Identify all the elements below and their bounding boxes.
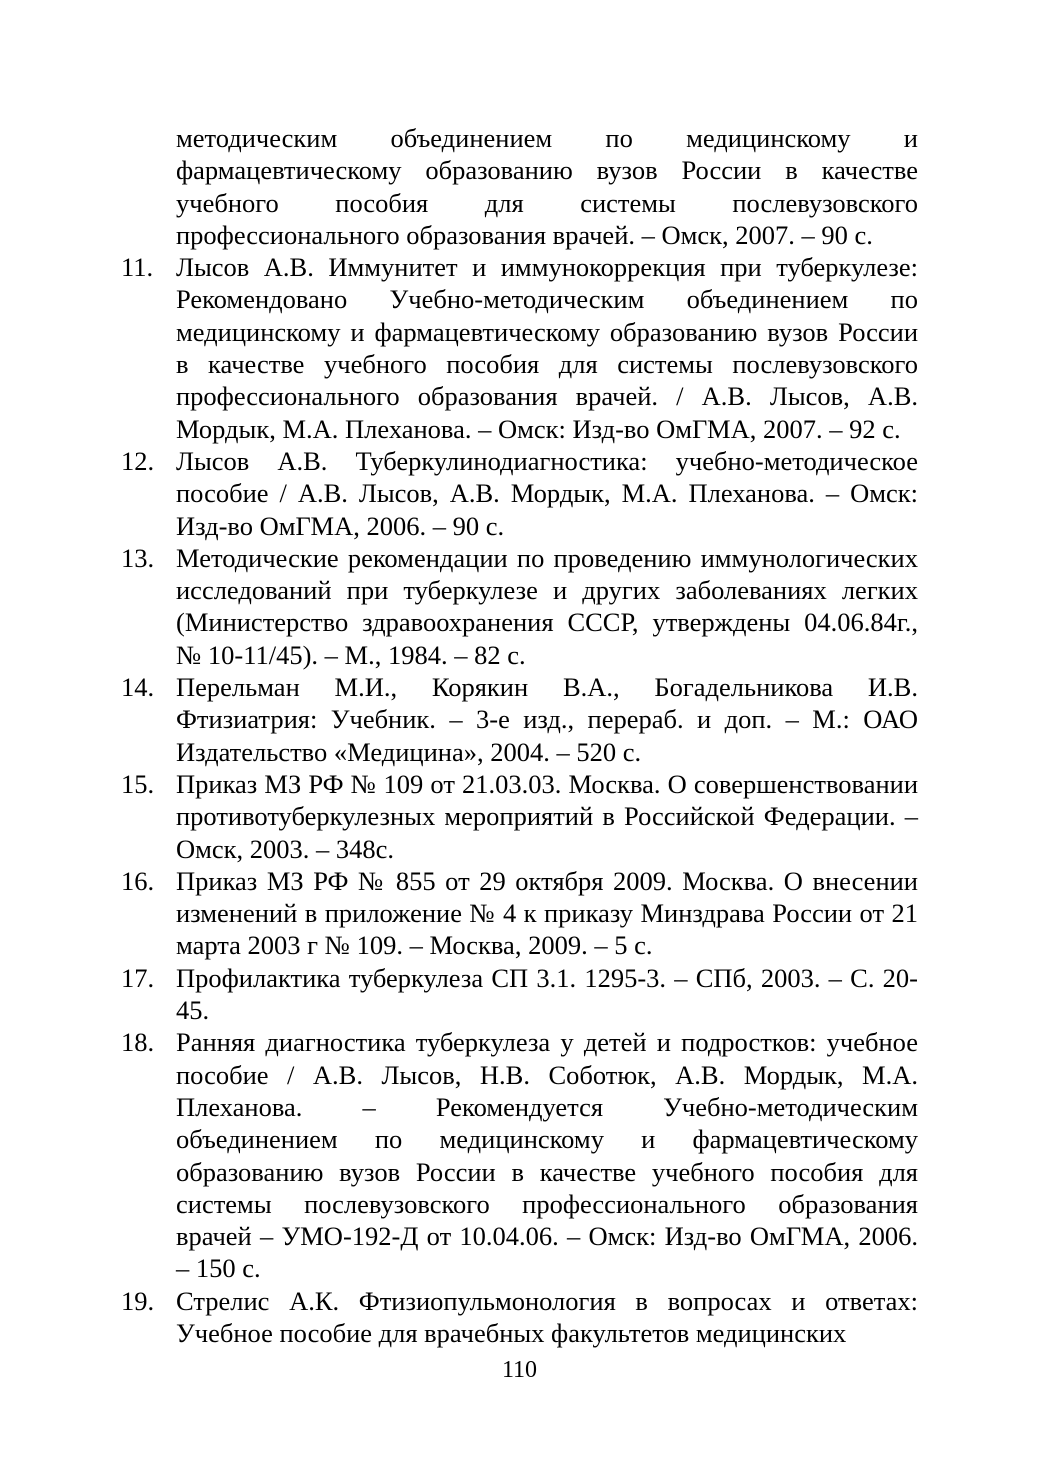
reference-item-14 [121,671,918,768]
reference-text: Лысов А.В. Туберкулинодиагностика: учебно-методическое пособие / А.В. Лысов, А.В. Мордык, М.А. Плеханова. – Омск: Изд-во ОмГМА, 2006. – 90 с. [176,445,918,541]
reference-list [121,122,918,1349]
page-number: 110 [501,1357,538,1383]
reference-number: 14. [121,672,155,703]
reference-text: Приказ МЗ РФ № 855 от 29 октября 2009. Москва. О внесении изменений в приложение № 4 к приказу Минздрава России от 21 марта 2003 г № 109. – Москва, 2009. – 5 с. [176,865,918,961]
reference-number: 13. [121,542,155,573]
reference-text: Методические рекомендации по проведению иммунологических исследований при туберкулезе и других заболеваниях легких (Министерство здравоохранения СССР, утверждены 04.06.84г., № 10-11/45). – М., 1984. – 82 с. [176,542,918,670]
reference-item-16 [121,865,918,962]
reference-text: методическим объединением по медицинскому и фармацевтическому образованию вузов России в качестве учебного пособия для системы послевузовского профессионального образования врачей. – Омск, 2007. – 90 с. [176,123,918,250]
reference-number: 15. [121,768,155,799]
reference-text: Стрелис А.К. Фтизиопульмонология в вопросах и ответах: Учебное пособие для врачебных факультетов медицинских [176,1285,918,1348]
reference-text: Приказ МЗ РФ № 109 от 21.03.03. Москва. О совершенствовании противотуберкулезных мероприятий в Российской Федерации. – Омск, 2003. – 348с. [176,768,918,864]
reference-number: 19. [121,1285,155,1316]
reference-item-15 [121,768,918,865]
reference-text: Ранняя диагностика туберкулеза у детей и подростков: учебное пособие / А.В. Лысов, Н.В. Соботюк, А.В. Мордык, М.А. Плеханова. – Рекомендуется Учебно-методическим объединением по медицинскому и фармацевтическому образованию вузов России в качестве учебного пособия для системы послевузовского профессионального образования врачей – УМО-192-Д от 10.04.06. – Омск: Изд-во ОмГМА, 2006. – 150 с. [176,1027,918,1284]
reference-text: Перельман М.И., Корякин В.А., Богадельникова И.В. Фтизиатрия: Учебник. – 3-е изд., перераб. и доп. – М.: ОАО Издательство «Медицина», 2004. – 520 с. [176,672,918,767]
reference-item-19 [121,1285,918,1350]
reference-text: Лысов А.В. Иммунитет и иммунокоррекция при туберкулезе: Рекомендовано Учебно-методическим объединением по медицинскому и фармацевтическому образованию вузов России в качестве учебного пособия для системы послевузовского профессионального образования врачей. / А.В. Лысов, А.В. Мордык, М.А. Плеханова. – Омск: Изд-во ОмГМА, 2007. – 92 с. [176,252,918,444]
reference-item-11 [121,251,918,445]
reference-text: Профилактика туберкулеза СП 3.1. 1295-3. – СПб, 2003. – С. 20-45. [176,962,918,1026]
reference-item-17 [121,962,918,1027]
reference-item-continued [121,122,918,251]
reference-item-12 [121,445,918,542]
reference-item-18 [121,1026,918,1284]
reference-item-13 [121,542,918,671]
reference-number: 12. [121,445,155,476]
reference-number: 17. [121,962,155,993]
reference-number: 16. [121,865,155,896]
reference-number: 18. [121,1027,155,1058]
reference-number: 11. [121,252,154,283]
